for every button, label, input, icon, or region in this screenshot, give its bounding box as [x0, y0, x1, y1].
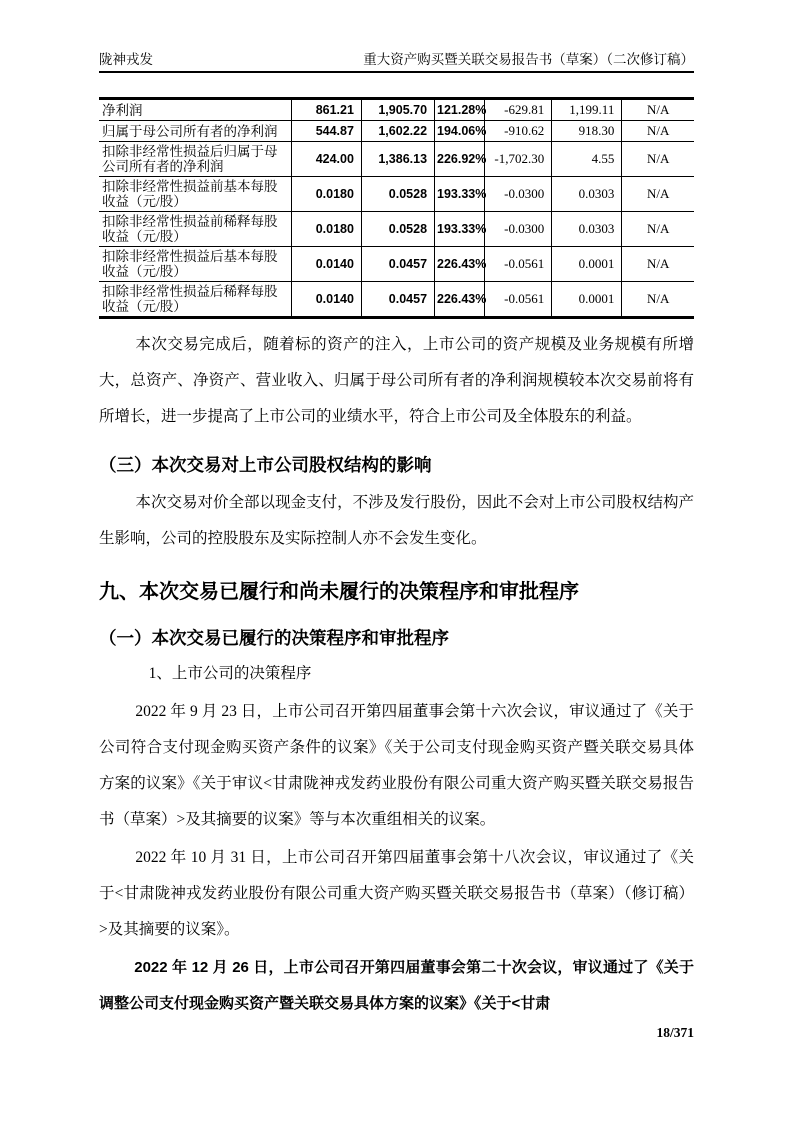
row-value: 193.33% — [435, 212, 485, 247]
paragraph-transaction-impact: 本次交易完成后，随着标的资产的注入，上市公司的资产规模及业务规模有所增大，总资产、净资产、营业收入、归属于母公司所有者的净利润规模较本次交易前将有所增长，进一步提高了上市公司的业绩水平，符合上市公司及全体股东的利益。 — [99, 336, 694, 425]
table-row — [99, 282, 694, 318]
row-value: 194.06% — [435, 121, 485, 142]
row-value: 1,602.22 — [361, 121, 434, 142]
row-value: 193.33% — [435, 177, 485, 212]
paragraph-board-meeting-16: 2022 年 9 月 23 日，上市公司召开第四届董事会第十六次会议，审议通过了《关于公司符合支付现金购买资产条件的议案》《关于公司支付现金购买资产暨关联交易具体方案的议案》《关于审议<甘肃陇神戎发药业股份有限公司重大资产购买暨关联交易报告书（草案）>及其摘要的议案》等与本次重组相关的议案。 — [99, 703, 694, 828]
row-value: N/A — [622, 247, 694, 282]
row-value: -0.0561 — [485, 247, 552, 282]
row-label: 净利润 — [102, 102, 143, 118]
row-value: N/A — [622, 121, 694, 142]
row-label: 扣除非经常性损益后基本每股收益（元/股） — [99, 247, 291, 282]
row-value: N/A — [622, 282, 694, 318]
row-value: 861.21 — [291, 99, 361, 121]
row-value: -0.0300 — [485, 177, 552, 212]
row-value: -0.0300 — [485, 212, 552, 247]
row-value: 0.0180 — [291, 177, 361, 212]
row-label: 扣除非经常性损益前基本每股收益（元/股） — [99, 177, 291, 212]
row-value: -629.81 — [485, 99, 552, 121]
row-value: 0.0528 — [361, 177, 434, 212]
financial-indicators-table — [99, 97, 694, 319]
row-value: -910.62 — [485, 121, 552, 142]
row-value: 544.87 — [291, 121, 361, 142]
paragraph-board-meeting-18: 2022 年 10 月 31 日，上市公司召开第四届董事会第十八次会议，审议通过了《关于<甘肃陇神戎发药业股份有限公司重大资产购买暨关联交易报告书（草案）（修订稿）>及其摘要的议案》。 — [99, 849, 694, 938]
row-value: N/A — [622, 99, 694, 121]
table-row — [99, 212, 694, 247]
heading-chapter9-procedures: 九、本次交易已履行和尚未履行的决策程序和审批程序 — [99, 581, 579, 603]
row-value: 0.0303 — [552, 177, 622, 212]
page-header — [99, 52, 694, 73]
row-value: 424.00 — [291, 142, 361, 177]
row-value: 4.55 — [552, 142, 622, 177]
row-value: -1,702.30 — [485, 142, 552, 177]
paragraph-equity-structure: 本次交易对价全部以现金支付，不涉及发行股份，因此不会对上市公司股权结构产生影响，公司的控股股东及实际控制人亦不会发生变化。 — [99, 494, 694, 547]
row-value: 0.0140 — [291, 282, 361, 318]
row-value: 0.0457 — [361, 282, 434, 318]
row-value: 918.30 — [552, 121, 622, 142]
row-value: 0.0001 — [552, 247, 622, 282]
table-row — [99, 99, 694, 121]
row-value: 1,199.11 — [552, 99, 622, 121]
page-number: 18/371 — [656, 1025, 694, 1040]
header-document-title: 重大资产购买暨关联交易报告书（草案）（二次修订稿） — [363, 52, 694, 67]
row-value: 226.43% — [435, 247, 485, 282]
heading-section1-completed-procedures: （一）本次交易已履行的决策程序和审批程序 — [99, 628, 449, 648]
subitem-listed-company-procedure: 1、上市公司的决策程序 — [148, 665, 312, 682]
row-label: 归属于母公司所有者的净利润 — [99, 121, 291, 142]
row-value: 0.0457 — [361, 247, 434, 282]
table-row — [99, 121, 694, 142]
row-value: N/A — [622, 212, 694, 247]
row-value: 0.0303 — [552, 212, 622, 247]
row-value: -0.0561 — [485, 282, 552, 318]
row-label: 扣除非经常性损益前稀释每股收益（元/股） — [99, 212, 291, 247]
row-value: 0.0180 — [291, 212, 361, 247]
row-value: 1,386.13 — [361, 142, 434, 177]
row-value: 1,905.70 — [361, 99, 434, 121]
row-label: 扣除非经常性损益后归属于母公司所有者的净利润 — [99, 142, 291, 177]
row-label: 扣除非经常性损益后稀释每股收益（元/股） — [99, 282, 291, 318]
row-value: 121.28% — [435, 99, 485, 121]
paragraph-board-meeting-20: 2022 年 12 月 26 日，上市公司召开第四届董事会第二十次会议，审议通过了《关于调整公司支付现金购买资产暨关联交易具体方案的议案》《关于<甘肃 — [99, 959, 694, 1012]
row-value: N/A — [622, 142, 694, 177]
table-row — [99, 142, 694, 177]
table-row — [99, 177, 694, 212]
row-value: 0.0140 — [291, 247, 361, 282]
row-value: 0.0001 — [552, 282, 622, 318]
row-value: 226.92% — [435, 142, 485, 177]
heading-section3-equity-structure: （三）本次交易对上市公司股权结构的影响 — [99, 455, 432, 475]
table-row — [99, 247, 694, 282]
row-value: 0.0528 — [361, 212, 434, 247]
row-value: N/A — [622, 177, 694, 212]
header-company-name: 陇神戎发 — [99, 52, 153, 67]
row-value: 226.43% — [435, 282, 485, 318]
